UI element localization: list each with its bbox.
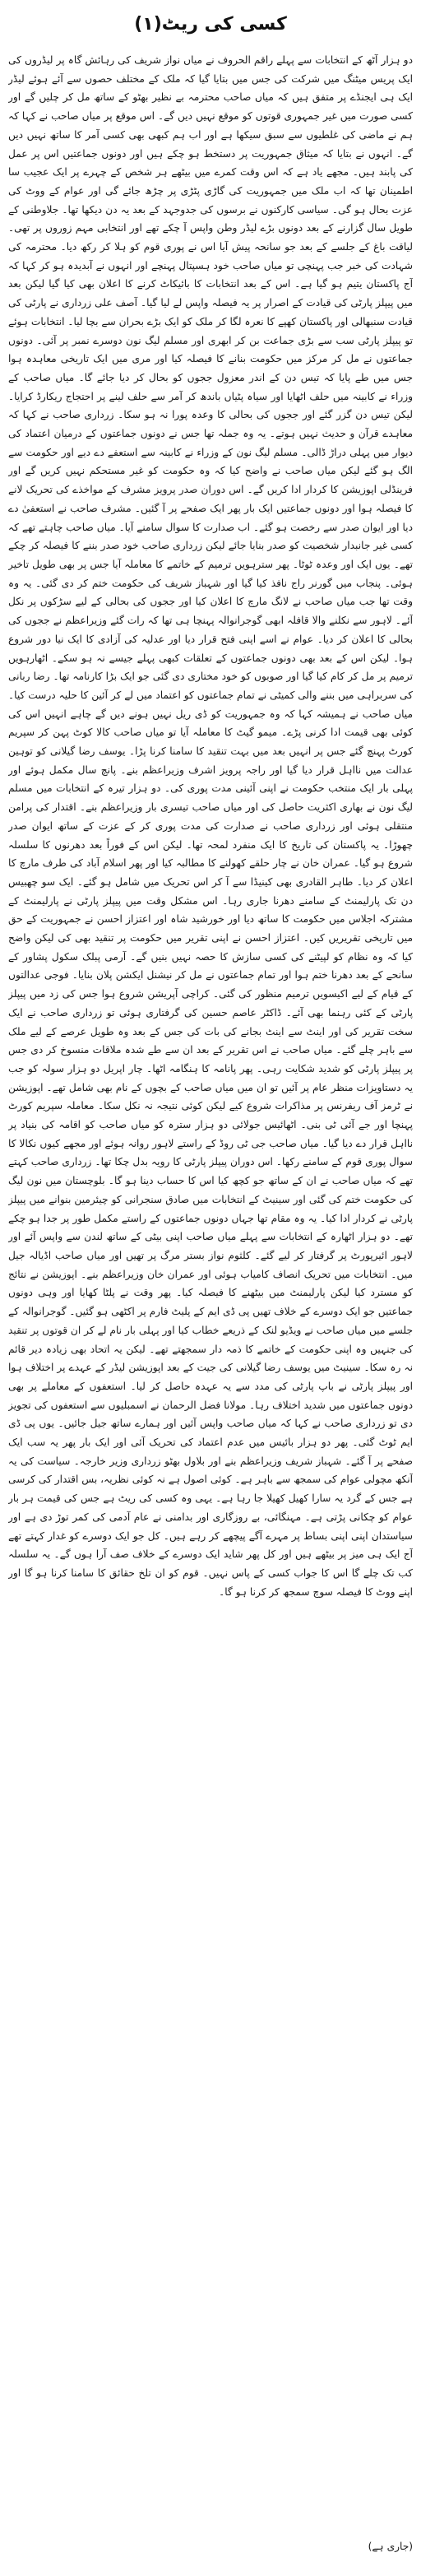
article-body	[8, 51, 413, 2536]
article-paragraph: دو ہزار آٹھ کے انتخابات سے پہلے راقم الحروف نے میاں نواز شریف کی رہائش گاہ پر لیڈروں کی ایک پریس میٹنگ میں شرکت کی جس میں بتایا گیا کہ ملک کے مختلف حصوں سے آئے ہوئے لیڈر ایک ہی ایجنڈے پر متفق ہیں کہ میاں صاحب محترمہ بے نظیر بھٹو کے ساتھ مل کر چلیں گے اور کسی صورت میں غیر جمہوری قوتوں کو موقع نہیں دیں گے۔ اس موقع پر میاں صاحب نے کہا کہ ہم نے ماضی کی غلطیوں سے سبق سیکھا ہے اور اب ہم کبھی بھی کسی آمر کا ساتھ نہیں دیں گے۔ انہوں نے بتایا کہ میثاق جمہوریت پر دستخط ہو چکے ہیں اور دونوں جماعتیں اس پر عمل کی پابند ہیں۔ مجھے یاد ہے کہ اس وقت کمرے میں بیٹھے ہر شخص کے چہرے پر ایک عجیب سا اطمینان تھا کہ اب ملک میں جمہوریت کی گاڑی پٹڑی پر چڑھ جائے گی اور عوام کے ووٹ کی عزت بحال ہو گی۔ سیاسی کارکنوں نے برسوں کی جدوجہد کے بعد یہ دن دیکھا تھا۔ جلاوطنی کے طویل سال گزارنے کے بعد دونوں بڑے لیڈر وطن واپس آ چکے تھے اور انتخابی مہم زوروں پر تھی۔ لیاقت باغ کے جلسے کے بعد جو سانحہ پیش آیا اس نے پوری قوم کو ہلا کر رکھ دیا۔ محترمہ کی شہادت کی خبر جب پہنچی تو میاں صاحب خود ہسپتال پہنچے اور انہوں نے آبدیدہ ہو کر کہا کہ آج پاکستان یتیم ہو گیا ہے۔ اس کے بعد انتخابات کا بائیکاٹ کرنے کا اعلان بھی کیا گیا لیکن بعد میں پیپلز پارٹی کی قیادت کے اصرار پر یہ فیصلہ واپس لے لیا گیا۔ آصف علی زرداری نے پارٹی کی قیادت سنبھالی اور پاکستان کھپے کا نعرہ لگا کر ملک کو ایک بڑے بحران سے بچا لیا۔ انتخابات ہوئے تو پیپلز پارٹی سب سے بڑی جماعت بن کر ابھری اور مسلم لیگ نون دوسرے نمبر پر آئی۔ دونوں جماعتوں نے مل کر مرکز میں حکومت بنانے کا فیصلہ کیا اور مری میں ایک تاریخی معاہدہ ہوا جس میں طے پایا کہ تیس دن کے اندر معزول ججوں کو بحال کر دیا جائے گا۔ میاں صاحب کے وزراء نے کابینہ میں حلف اٹھایا اور سیاہ پٹیاں باندھ کر آمر سے حلف لینے پر احتجاج ریکارڈ کرایا۔ لیکن تیس دن گزر گئے اور ججوں کی بحالی کا وعدہ پورا نہ ہو سکا۔ زرداری صاحب نے کہا کہ معاہدے قرآن و حدیث نہیں ہوتے۔ یہ وہ جملہ تھا جس نے دونوں جماعتوں کے درمیان اعتماد کی دیوار میں پہلی دراڑ ڈالی۔ مسلم لیگ نون کے وزراء نے کابینہ سے استعفے دے دیے اور حکومت سے الگ ہو گئے لیکن میاں صاحب نے واضح کیا کہ وہ حکومت کو غیر مستحکم نہیں کریں گے اور فرینڈلی اپوزیشن کا کردار ادا کریں گے۔ اس دوران صدر پرویز مشرف کے مواخذے کی تحریک لانے کا فیصلہ ہوا اور دونوں جماعتیں ایک بار پھر ایک صفحے پر آ گئیں۔ مشرف صاحب نے استعفیٰ دے دیا اور ایوان صدر سے رخصت ہو گئے۔ اب صدارت کا سوال سامنے آیا۔ میاں صاحب چاہتے تھے کہ کسی غیر جانبدار شخصیت کو صدر بنایا جائے لیکن زرداری صاحب خود صدر بننے کا فیصلہ کر چکے تھے۔ یوں ایک اور وعدہ ٹوٹا۔ پھر سترہویں ترمیم کے خاتمے کا معاملہ آیا جس پر بھی طویل تاخیر ہوئی۔ پنجاب میں گورنر راج نافذ کیا گیا اور شہباز شریف کی حکومت ختم کر دی گئی۔ یہ وہ وقت تھا جب میاں صاحب نے لانگ مارچ کا اعلان کیا اور ججوں کی بحالی کے لیے سڑکوں پر نکل آئے۔ لاہور سے نکلنے والا قافلہ ابھی گوجرانوالہ پہنچا ہی تھا کہ رات گئے وزیراعظم نے ججوں کی بحالی کا اعلان کر دیا۔ عوام نے اسے اپنی فتح قرار دیا اور عدلیہ کی آزادی کا ایک نیا دور شروع ہوا۔ لیکن اس کے بعد بھی دونوں جماعتوں کے تعلقات کبھی پہلے جیسے نہ ہو سکے۔ اٹھارہویں ترمیم پر مل کر کام کیا گیا اور صوبوں کو خود مختاری دی گئی جو ایک بڑا کارنامہ تھا۔ رضا ربانی کی سربراہی میں بننے والی کمیٹی نے تمام جماعتوں کو اعتماد میں لے کر آئین کا حلیہ درست کیا۔ میاں صاحب نے ہمیشہ کہا کہ وہ جمہوریت کو ڈی ریل نہیں ہونے دیں گے چاہے انہیں اس کی کوئی بھی قیمت ادا کرنی پڑے۔ میمو گیٹ کا معاملہ آیا تو میاں صاحب کالا کوٹ پہن کر سپریم کورٹ پہنچ گئے جس پر انہیں بعد میں بہت تنقید کا سامنا کرنا پڑا۔ یوسف رضا گیلانی کو توہین عدالت میں نااہل قرار دیا گیا اور راجہ پرویز اشرف وزیراعظم بنے۔ پانچ سال مکمل ہوئے اور پہلی بار ایک منتخب حکومت نے اپنی آئینی مدت پوری کی۔ دو ہزار تیرہ کے انتخابات میں مسلم لیگ نون نے بھاری اکثریت حاصل کی اور میاں صاحب تیسری بار وزیراعظم بنے۔ اقتدار کی پرامن منتقلی ہوئی اور زرداری صاحب نے صدارت کی مدت پوری کر کے عزت کے ساتھ ایوان صدر چھوڑا۔ یہ پاکستان کی تاریخ کا ایک منفرد لمحہ تھا۔ لیکن اس کے فوراً بعد دھرنوں کا سلسلہ شروع ہو گیا۔ عمران خان نے چار حلقے کھولنے کا مطالبہ کیا اور پھر اسلام آباد کی طرف مارچ کا اعلان کر دیا۔ طاہر القادری بھی کینیڈا سے آ کر اس تحریک میں شامل ہو گئے۔ ایک سو چھبیس دن تک پارلیمنٹ کے سامنے دھرنا جاری رہا۔ اس مشکل وقت میں پیپلز پارٹی نے پارلیمنٹ کے مشترکہ اجلاس میں حکومت کا ساتھ دیا اور خورشید شاہ اور اعتزاز احسن نے جمہوریت کے حق میں تاریخی تقریریں کیں۔ اعتزاز احسن نے اپنی تقریر میں حکومت پر تنقید بھی کی لیکن واضح کیا کہ وہ نظام کو لپیٹنے کی کسی سازش کا حصہ نہیں بنیں گے۔ آرمی پبلک سکول پشاور کے سانحے کے بعد دھرنا ختم ہوا اور تمام جماعتوں نے مل کر نیشنل ایکشن پلان بنایا۔ فوجی عدالتوں کے قیام کے لیے اکیسویں ترمیم منظور کی گئی۔ کراچی آپریشن شروع ہوا جس کی زد میں پیپلز پارٹی کے کئی رہنما بھی آئے۔ ڈاکٹر عاصم حسین کی گرفتاری ہوئی تو زرداری صاحب نے ایک سخت تقریر کی اور اینٹ سے اینٹ بجانے کی بات کی جس کے بعد وہ طویل عرصے کے لیے ملک سے باہر چلے گئے۔ میاں صاحب نے اس تقریر کے بعد ان سے طے شدہ ملاقات منسوخ کر دی جس پر پیپلز پارٹی کو شدید شکایت رہی۔ پھر پانامہ کا ہنگامہ اٹھا۔ چار اپریل دو ہزار سولہ کو جب یہ دستاویزات منظر عام پر آئیں تو ان میں میاں صاحب کے بچوں کے نام بھی شامل تھے۔ اپوزیشن نے ٹرمز آف ریفرنس پر مذاکرات شروع کیے لیکن کوئی نتیجہ نہ نکل سکا۔ معاملہ سپریم کورٹ پہنچا اور جے آئی ٹی بنی۔ اٹھائیس جولائی دو ہزار سترہ کو میاں صاحب کو اقامہ کی بنیاد پر نااہل قرار دے دیا گیا۔ میاں صاحب جی ٹی روڈ کے راستے لاہور روانہ ہوئے اور مجھے کیوں نکالا کا سوال پوری قوم کے سامنے رکھا۔ اس دوران پیپلز پارٹی کا رویہ بدل چکا تھا۔ زرداری صاحب کہتے تھے کہ میاں صاحب نے ان کے ساتھ جو کچھ کیا اس کا حساب دینا ہو گا۔ بلوچستان میں نون لیگ کی حکومت ختم کی گئی اور سینیٹ کے انتخابات میں صادق سنجرانی کو چیئرمین بنوانے میں پیپلز پارٹی نے کردار ادا کیا۔ یہ وہ مقام تھا جہاں دونوں جماعتوں کے راستے مکمل طور پر جدا ہو چکے تھے۔ دو ہزار اٹھارہ کے انتخابات سے پہلے میاں صاحب اپنی بیٹی کے ساتھ لندن سے واپس آئے اور لاہور ائیرپورٹ پر گرفتار کر لیے گئے۔ کلثوم نواز بستر مرگ پر تھیں اور میاں صاحب اڈیالہ جیل میں۔ انتخابات میں تحریک انصاف کامیاب ہوئی اور عمران خان وزیراعظم بنے۔ اپوزیشن نے نتائج کو مسترد کیا لیکن پارلیمنٹ میں بیٹھنے کا فیصلہ کیا۔ پھر وقت نے پلٹا کھایا اور وہی دونوں جماعتیں جو ایک دوسرے کے خلاف تھیں پی ڈی ایم کے پلیٹ فارم پر اکٹھی ہو گئیں۔ گوجرانوالہ کے جلسے میں میاں صاحب نے ویڈیو لنک کے ذریعے خطاب کیا اور پہلی بار نام لے کر ان قوتوں پر تنقید کی جنہیں وہ اپنی حکومت کے خاتمے کا ذمہ دار سمجھتے تھے۔ لیکن یہ اتحاد بھی زیادہ دیر قائم نہ رہ سکا۔ سینیٹ میں یوسف رضا گیلانی کی جیت کے بعد اپوزیشن لیڈر کے عہدے پر اختلاف ہوا اور پیپلز پارٹی نے باپ پارٹی کی مدد سے یہ عہدہ حاصل کر لیا۔ استعفوں کے معاملے پر بھی دونوں جماعتوں میں شدید اختلاف رہا۔ مولانا فضل الرحمان نے اسمبلیوں سے استعفوں کی تجویز دی تو زرداری صاحب نے کہا کہ میاں صاحب واپس آئیں اور ہمارے ساتھ جیل جائیں۔ یوں پی ڈی ایم ٹوٹ گئی۔ پھر دو ہزار بائیس میں عدم اعتماد کی تحریک آئی اور ایک بار پھر یہ سب ایک صفحے پر آ گئے۔ شہباز شریف وزیراعظم بنے اور بلاول بھٹو زرداری وزیر خارجہ۔ سیاست کی یہ آنکھ مچولی عوام کی سمجھ سے باہر ہے۔ کوئی اصول ہے نہ کوئی نظریہ، بس اقتدار کی کرسی ہے جس کے گرد یہ سارا کھیل کھیلا جا رہا ہے۔ یہی وہ کسی کی ریٹ ہے جس کی قیمت ہر بار عوام کو چکانی پڑتی ہے۔ مہنگائی، بے روزگاری اور بدامنی نے عام آدمی کی کمر توڑ دی ہے اور سیاستدان اپنی اپنی بساط پر مہرے آگے پیچھے کر رہے ہیں۔ کل جو ایک دوسرے کو غدار کہتے تھے آج ایک ہی میز پر بیٹھے ہیں اور کل پھر شاید ایک دوسرے کے خلاف صف آرا ہوں گے۔ یہ سلسلہ کب تک چلے گا اس کا جواب کسی کے پاس نہیں۔ قوم کو ان تلخ حقائق کا سامنا کرنا ہو گا اور اپنے ووٹ کا فیصلہ سوچ سمجھ کر کرنا ہو گا۔	[8, 54, 413, 1598]
headline-area	[8, 0, 413, 49]
article-closing: (جاری ہے)	[368, 2541, 413, 2552]
headline: کسی کی ریٹ(۱)	[134, 13, 287, 35]
